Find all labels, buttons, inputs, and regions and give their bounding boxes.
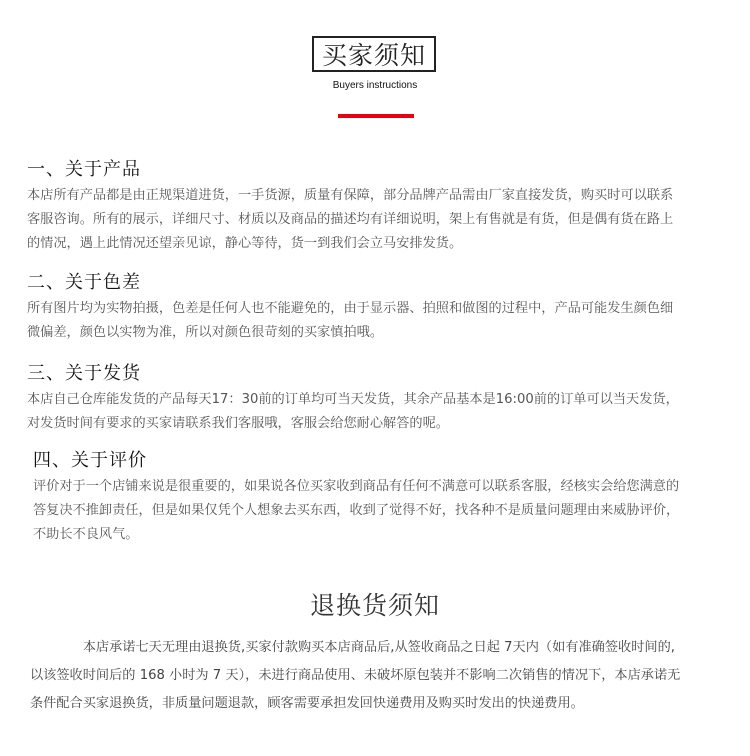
section-body: 评价对于一个店铺来说是很重要的，如果说各位买家收到商品有任何不满意可以联系客服，经核实会给您满意的 答复决不推卸责任，但是如果仅凭个人想象去买东西，收到了觉得不好，找各种不是质量问题理由来威胁评价， 不助长不良风气。 [33,479,680,542]
title-accent-bar [338,114,414,118]
section-body: 所有图片均为实物拍摄，色差是任何人也不能避免的，由于显示器、拍照和做图的过程中，产品可能发生颜色细 微偏差，颜色以实物为准，所以对颜色很苛刻的买家慎拍哦。 [27,301,674,340]
page-title: 买家须知 [312,36,436,72]
section-heading: 一、关于产品 [27,159,141,180]
section-heading: 二、关于色差 [27,272,141,293]
section-body: 本店自己仓库能发货的产品每天17：30前的订单均可当天发货，其余产品基本是16:00前的订单可以当天发货， 对发货时间有要求的买家请联系我们客服哦，客服会给您耐心解答的呢。 [27,392,679,431]
section-body: 本店所有产品都是由正规渠道进货，一手货源，质量有保障，部分品牌产品需由厂家直接发货，购买时可以联系 客服咨询。所有的展示，详细尺寸、材质以及商品的描述均有详细说明，架上有售就是有货，但是偶有货在路上 的情况，遇上此情况还望亲见谅，静心等待，货一到我们会立马安排发货。 [27,188,674,251]
section-product [27,158,727,256]
returns-body: 本店承诺七天无理由退换货,买家付款购买本店商品后,从签收商品之日起 7天内（如有准确签收时间的, 以该签收时间后的 168 小时为 7 天），未进行商品使用、未破坏原包装并不影响二次销售的情况下，本店承诺无 条件配合买家退换货，非质量问题退款，顾客需要承担发回快递费用及购买时发出的快递费用。 [30,640,681,711]
section-shipping [27,362,727,436]
section-heading: 四、关于评价 [33,450,147,471]
returns-title: 退换货须知 [309,591,440,620]
section-reviews [33,449,733,547]
section-heading: 三、关于发货 [27,363,141,384]
page-subtitle: Buyers instructions [332,80,418,91]
section-color-difference [27,271,727,345]
